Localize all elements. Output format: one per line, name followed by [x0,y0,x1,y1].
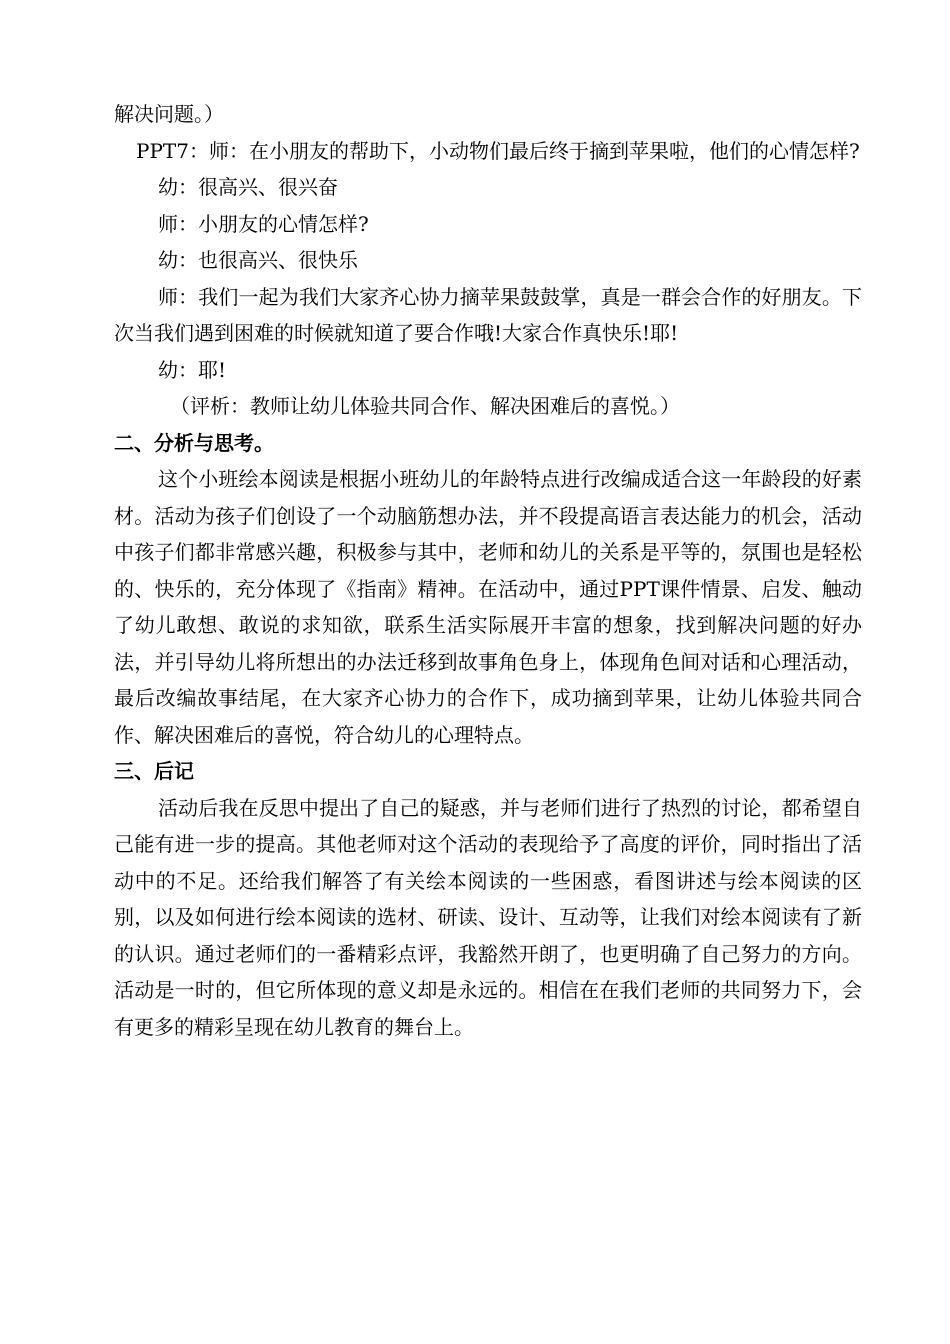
dialogue-teacher-2: 师：我们一起为我们大家齐心协力摘苹果鼓鼓掌，真是一群会合作的好朋友。下次当我们遇到困难的时候就知道了要合作哦!大家合作真快乐!耶! [114,284,862,345]
paragraph-continuation: 解决问题。） [114,102,224,126]
dialogue-teacher-1: 师：小朋友的心情怎样? [158,211,369,236]
dialogue-child-3: 幼：耶! [158,357,227,382]
commentary: （评析：教师让幼儿体验共同合作、解决困难后的喜悦。） [170,394,680,418]
paragraph-ppt7: PPT7：师：在小朋友的帮助下，小动物们最后终于摘到苹果啦，他们的心情怎样? [136,138,860,163]
document-body [114,96,862,1045]
section-heading-postscript: 三、后记 [114,759,194,783]
section-heading-analysis: 二、分析与思考。 [114,430,274,455]
paragraph-analysis: 这个小班绘本阅读是根据小班幼儿的年龄特点进行改编成适合这一年龄段的好素材。活动为孩子们创设了一个动脑筋想办法，并不段提高语言表达能力的机会，活动中孩子们都非常感兴趣，积极参与其中，老师和幼儿的关系是平等的，氛围也是轻松的、快乐的，充分体现了《指南》精神。在活动中，通过PPT课件情景、启发、触动了幼儿敢想、敢说的求知欲，联系生活实际展开丰富的想象，找到解决问题的好办法，并引导幼儿将所想出的办法迁移到故事角色身上，体现角色间对话和心理活动，最后改编故事结尾，在大家齐心协力的合作下，成功摘到苹果，让幼儿体验共同合作、解决困难后的喜悦，符合幼儿的心理特点。 [114,467,862,747]
dialogue-child-2: 幼：也很高兴、很快乐 [158,248,358,272]
dialogue-child-1: 幼：很高兴、很兴奋 [158,175,338,199]
paragraph-postscript: 活动后我在反思中提出了自己的疑惑，并与老师们进行了热烈的讨论，都希望自己能有进一步的提高。其他老师对这个活动的表现给予了高度的评价，同时指出了活动中的不足。还给我们解答了有关绘本阅读的一些困惑，看图讲述与绘本阅读的区别，以及如何进行绘本阅读的选材、研读、设计、互动等，让我们对绘本阅读有了新的认识。通过老师们的一番精彩点评，我豁然开朗了，也更明确了自己努力的方向。活动是一时的，但它所体现的意义却是永远的。相信在在我们老师的共同努力下，会有更多的精彩呈现在幼儿教育的舞台上。 [114,795,862,1039]
